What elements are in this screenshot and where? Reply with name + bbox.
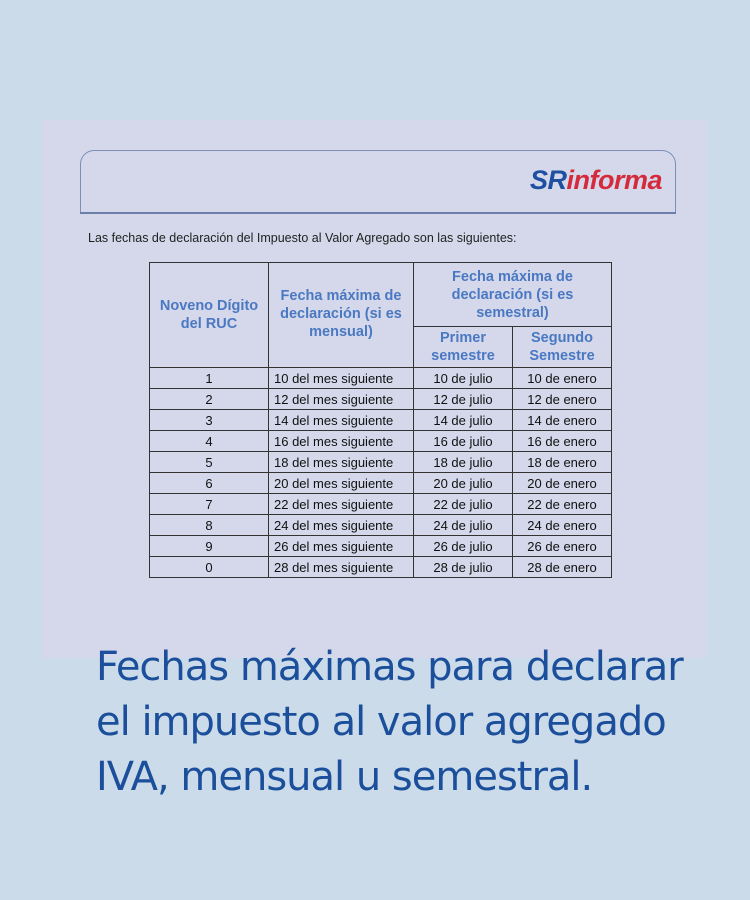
monthly-date-cell: 26 del mes siguiente <box>269 536 414 557</box>
table-row <box>150 368 612 389</box>
second-semester-cell: 24 de enero <box>513 515 612 536</box>
table-body <box>150 368 612 578</box>
table-row <box>150 452 612 473</box>
sri-informa-logo <box>530 165 662 196</box>
table-row <box>150 557 612 578</box>
ruc-digit-cell: 7 <box>150 494 269 515</box>
header-second-semester: Segundo Semestre <box>513 327 612 368</box>
second-semester-cell: 18 de enero <box>513 452 612 473</box>
table-row <box>150 389 612 410</box>
second-semester-cell: 20 de enero <box>513 473 612 494</box>
table-row <box>150 536 612 557</box>
monthly-date-cell: 28 del mes siguiente <box>269 557 414 578</box>
first-semester-cell: 24 de julio <box>414 515 513 536</box>
ruc-digit-cell: 8 <box>150 515 269 536</box>
table-row <box>150 473 612 494</box>
first-semester-cell: 28 de julio <box>414 557 513 578</box>
first-semester-cell: 12 de julio <box>414 389 513 410</box>
table-row <box>150 431 612 452</box>
logo-part-sr: SR <box>529 165 567 195</box>
ruc-digit-cell: 0 <box>150 557 269 578</box>
ruc-digit-cell: 6 <box>150 473 269 494</box>
ruc-digit-cell: 3 <box>150 410 269 431</box>
ruc-digit-cell: 1 <box>150 368 269 389</box>
ruc-digit-cell: 4 <box>150 431 269 452</box>
ruc-digit-cell: 2 <box>150 389 269 410</box>
monthly-date-cell: 10 del mes siguiente <box>269 368 414 389</box>
monthly-date-cell: 16 del mes siguiente <box>269 431 414 452</box>
second-semester-cell: 16 de enero <box>513 431 612 452</box>
second-semester-cell: 28 de enero <box>513 557 612 578</box>
first-semester-cell: 10 de julio <box>414 368 513 389</box>
ruc-digit-cell: 5 <box>150 452 269 473</box>
second-semester-cell: 10 de enero <box>513 368 612 389</box>
header-monthly: Fecha máxima de declaración (si es mensual) <box>269 263 414 368</box>
ruc-digit-cell: 9 <box>150 536 269 557</box>
table-row <box>150 494 612 515</box>
caption-line-1: Fechas máximas para declarar <box>96 644 683 690</box>
caption-line-3: IVA, mensual u semestral. <box>96 754 593 800</box>
logo-part-informa: informa <box>566 165 662 195</box>
monthly-date-cell: 12 del mes siguiente <box>269 389 414 410</box>
second-semester-cell: 12 de enero <box>513 389 612 410</box>
first-semester-cell: 20 de julio <box>414 473 513 494</box>
table-row <box>150 410 612 431</box>
second-semester-cell: 22 de enero <box>513 494 612 515</box>
monthly-date-cell: 14 del mes siguiente <box>269 410 414 431</box>
second-semester-cell: 14 de enero <box>513 410 612 431</box>
header-ruc-digit: Noveno Dígito del RUC <box>150 263 269 368</box>
monthly-date-cell: 24 del mes siguiente <box>269 515 414 536</box>
first-semester-cell: 14 de julio <box>414 410 513 431</box>
header-semestral: Fecha máxima de declaración (si es semestral) <box>414 263 612 327</box>
first-semester-cell: 18 de julio <box>414 452 513 473</box>
caption-text <box>96 640 683 805</box>
caption-line-2: el impuesto al valor agregado <box>96 699 666 745</box>
header-divider <box>80 212 676 214</box>
monthly-date-cell: 22 del mes siguiente <box>269 494 414 515</box>
intro-text: Las fechas de declaración del Impuesto al Valor Agregado son las siguientes: <box>88 231 517 245</box>
table-row <box>150 515 612 536</box>
first-semester-cell: 16 de julio <box>414 431 513 452</box>
second-semester-cell: 26 de enero <box>513 536 612 557</box>
header-first-semester: Primer semestre <box>414 327 513 368</box>
first-semester-cell: 26 de julio <box>414 536 513 557</box>
monthly-date-cell: 20 del mes siguiente <box>269 473 414 494</box>
iva-dates-table <box>149 262 612 578</box>
monthly-date-cell: 18 del mes siguiente <box>269 452 414 473</box>
document-panel <box>42 120 706 658</box>
first-semester-cell: 22 de julio <box>414 494 513 515</box>
